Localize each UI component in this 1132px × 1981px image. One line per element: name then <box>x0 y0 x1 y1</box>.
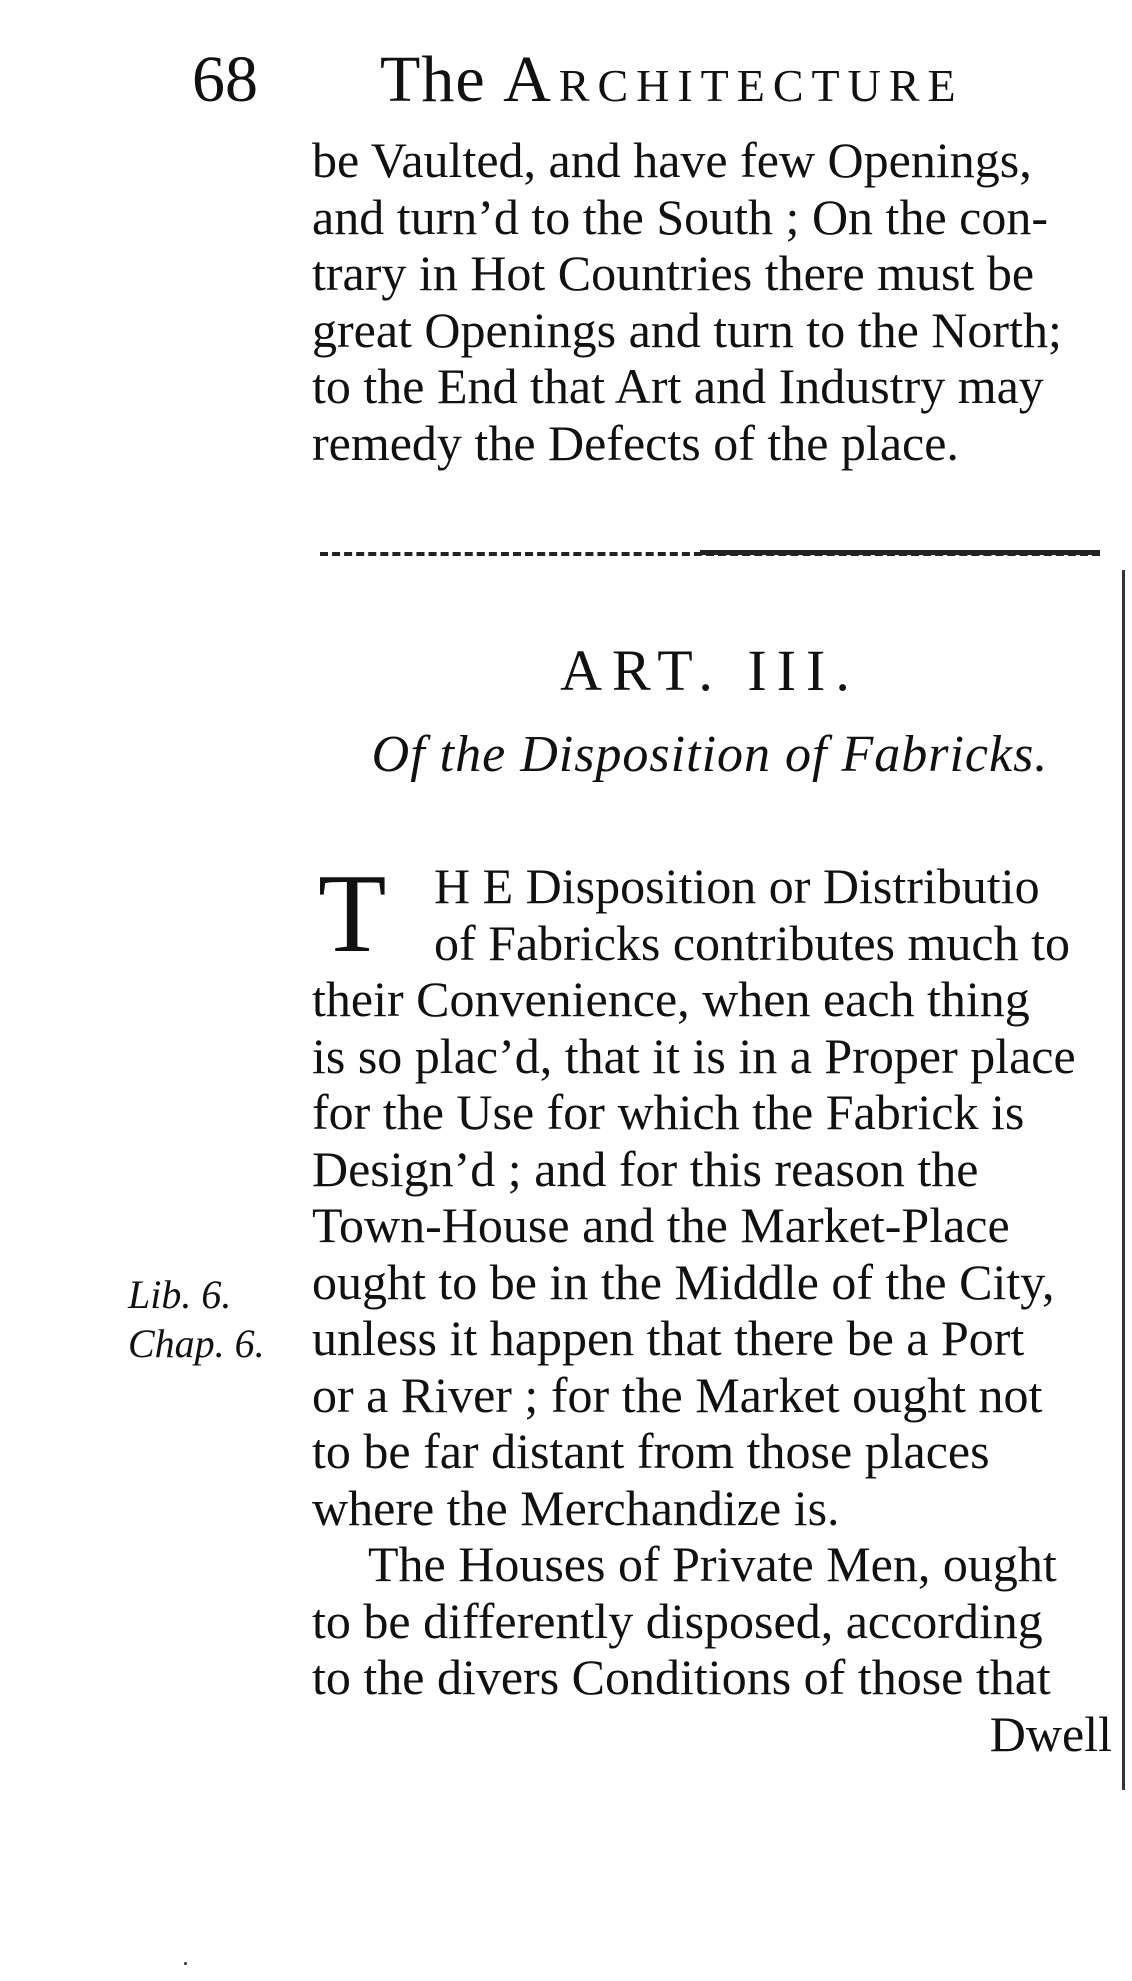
text-line: H E Disposition or Distributio <box>434 858 1040 914</box>
text-line: Design’d ; and for this reason the <box>312 1140 979 1197</box>
text-line: for the Use for which the Fabrick is <box>312 1084 1025 1140</box>
margin-note-lib: Lib. 6. <box>128 1272 232 1317</box>
text-line: Town-House and the Market-Place <box>312 1197 1010 1253</box>
text-line: and turn’d to the South ; On the con- <box>312 188 1048 245</box>
text-line: to the divers Conditions of those that <box>312 1649 1051 1705</box>
page-edge-line <box>1122 570 1125 1790</box>
text-line: to be far distant from those places <box>312 1423 990 1479</box>
text-line: to be differently disposed, according <box>312 1592 1043 1649</box>
text-line: trary in Hot Countries there must be <box>312 245 1035 301</box>
running-head <box>380 40 964 120</box>
text-line: ought to be in the Middle of the City, <box>312 1253 1055 1310</box>
running-head-architecture: Architecture <box>503 43 964 116</box>
margin-note-chap: Chap. 6. <box>128 1321 265 1366</box>
page-number: 68 <box>192 43 258 116</box>
text-line: where the Merchandize is. <box>312 1479 840 1536</box>
top-paragraph <box>312 132 1112 471</box>
text-line: of Fabricks contributes much to <box>434 914 1070 971</box>
ink-speck <box>184 1962 187 1965</box>
text-line: The Houses of Private Men, ought <box>368 1536 1057 1592</box>
text-line: to the End that Art and Industry may <box>312 358 1044 414</box>
text-line: their Convenience, when each thing <box>312 971 1030 1027</box>
text-line: great Openings and turn to the North; <box>312 301 1062 358</box>
drop-cap: T <box>318 852 387 976</box>
text-line: be Vaulted, and have few Openings, <box>312 132 1032 188</box>
section-subtitle: Of the Disposition of Fabricks. <box>371 726 1049 783</box>
body-paragraph <box>312 852 1112 1762</box>
text-line: or a River ; for the Market ought not <box>312 1366 1043 1423</box>
text-line: remedy the Defects of the place. <box>312 414 959 471</box>
text-line: unless it happen that there be a Port <box>312 1310 1025 1366</box>
text-line: is so plac’d, that it is in a Proper place <box>312 1027 1076 1084</box>
section-heading: ART. III. <box>560 638 860 703</box>
running-head-the: The <box>380 43 486 116</box>
section-divider-solid <box>700 550 1100 555</box>
catchword: Dwell <box>989 1705 1112 1762</box>
